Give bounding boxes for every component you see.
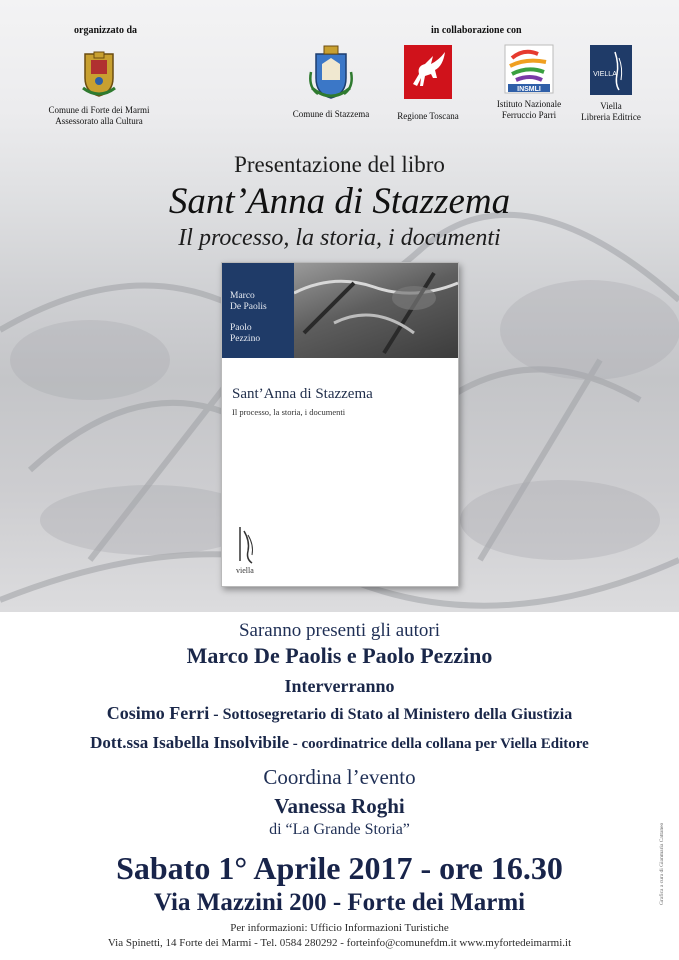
stazzema-caption: Comune di Stazzema [292,109,370,119]
speaker-ferri [0,703,679,724]
contact-line: Via Spinetti, 14 Forte dei Marmi - Tel. 0584 280292 - forteinfo@comunefdm.it www.myfortedeimarmi.it [107,937,572,949]
book-subtitle: Il processo, la storia, i documenti [232,407,346,417]
viella-mark-icon [234,525,258,565]
event-subtitle: Il processo, la storia, i documenti [178,225,501,251]
book-title: Sant’Anna di Stazzema [232,386,373,402]
book-cover-photo [294,263,458,358]
logo-forte-dei-marmi [24,48,174,127]
book-publisher: viella [236,566,254,575]
moderator-intro: Coordina l’evento [263,765,416,789]
stazzema-crest-icon [308,42,354,104]
moderator-name: Vanessa Roghi [274,794,405,818]
speakers-intro: Interverranno [284,676,395,696]
speaker2-name: Dott.ssa Isabella Insolvibile [90,733,289,752]
forte-dei-marmi-crest-icon [79,48,119,100]
toscana-caption: Regione Toscana [397,111,459,121]
viella-caption-2: Libreria Editrice [581,112,641,122]
event-place: Via Mazzini 200 - Forte dei Marmi [153,889,526,916]
viella-icon [589,44,633,96]
logo-viella [575,44,647,123]
book-author1-last: De Paolis [230,302,267,312]
insmli-logo-text: INSMLI [517,86,541,93]
organizer-caption-2: Assessorato alla Cultura [55,116,143,126]
graphics-credit: Grafica a cura di Gianmaria Cattaneo [659,822,665,905]
event-title: Sant’Anna di Stazzema [168,181,511,222]
logo-insmli [491,44,567,121]
book-author2-first: Paolo [230,323,252,333]
viella-logo-text: VIELLA [593,71,617,78]
insmli-icon [504,44,554,94]
speaker1-name: Cosimo Ferri [106,703,210,723]
book-photo-wreckage [294,263,458,358]
pegasus-icon [403,44,453,100]
authors-intro: Saranno presenti gli autori [238,620,441,641]
book-author-panel [222,263,294,358]
logo-regione-toscana [383,44,473,122]
speaker-insolvibile [0,733,679,753]
viella-caption-1: Viella [600,101,622,111]
logo-stazzema [287,42,375,120]
authors-names: Marco De Paolis e Paolo Pezzino [186,643,493,668]
book-cover-top [222,263,458,358]
book-author2-last: Pezzino [230,334,261,344]
book-author1-first: Marco [230,291,255,301]
organizer-caption-1: Comune di Forte dei Marmi [48,105,150,115]
book-cover [221,262,459,587]
speaker2-role: - coordinatrice della collana per Viella Editore [289,736,589,752]
insmli-caption-1: Istituto Nazionale [496,99,562,109]
insmli-caption-2: Ferruccio Parri [501,110,557,120]
moderator-affiliation: di “La Grande Storia” [269,821,410,838]
event-date: Sabato 1° Aprile 2017 - ore 16.30 [116,850,563,886]
presentation-heading: Presentazione del libro [234,152,445,177]
collaboration-label: in collaborazione con [431,25,522,36]
info-line: Per informazioni: Ufficio Informazioni Turistiche [230,922,449,934]
organizer-label: organizzato da [74,25,138,36]
speaker1-role: - Sottosegretario di Stato al Ministero della Giustizia [209,706,573,723]
